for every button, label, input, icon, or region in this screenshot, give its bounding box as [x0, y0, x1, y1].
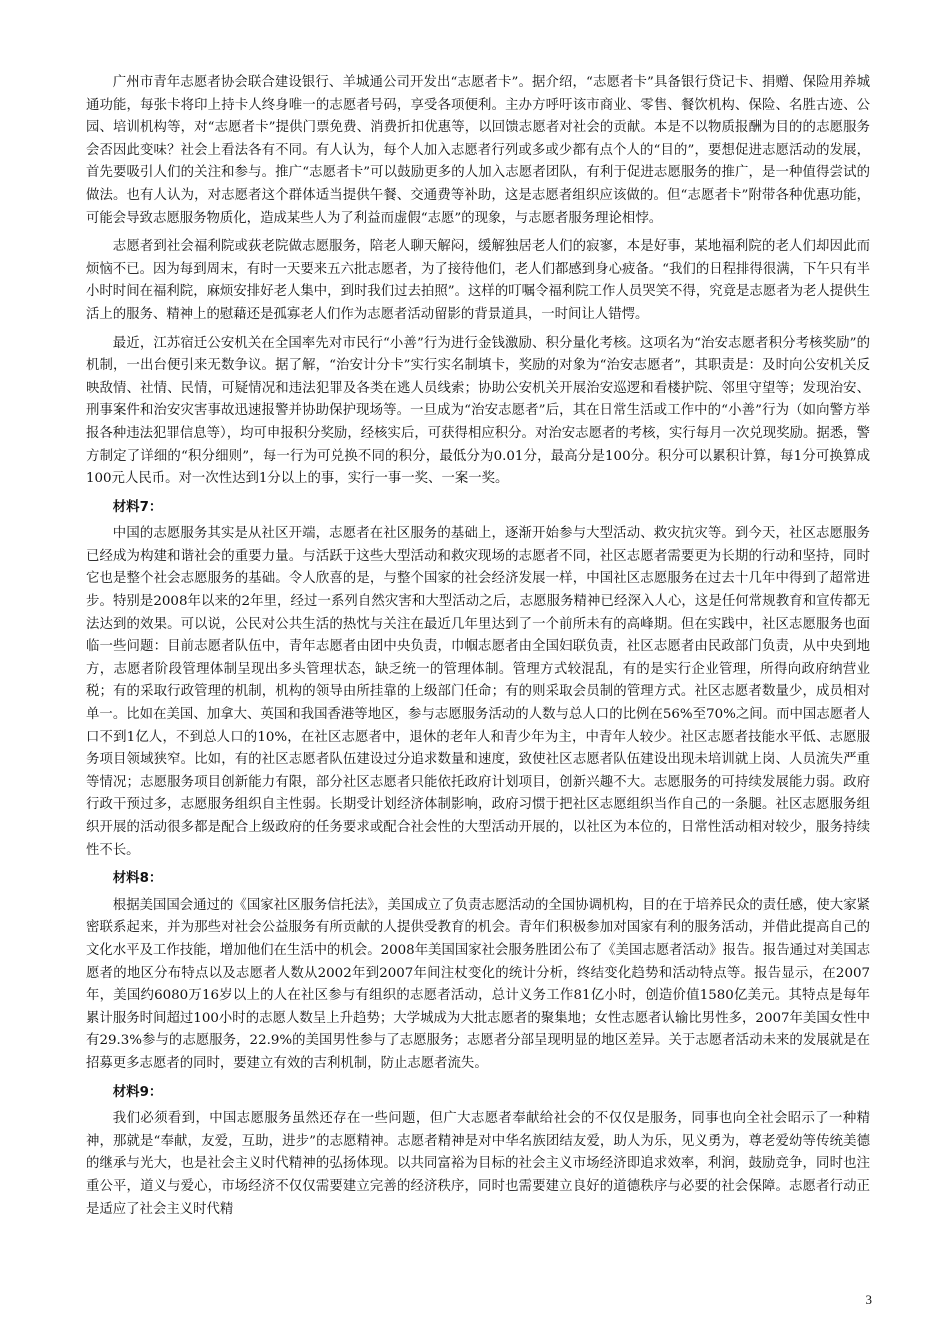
material-9-text: 我们必须看到，中国志愿服务虽然还存在一些问题，但广大志愿者奉献给社会的不仅仅是服务，同事也向全社会昭示了一种精神，那就是“奉献，友爱，互助，进步”的志愿精神。志愿者精神是对中华名族团结友爱，助人为乐，见义勇为，尊老爱幼等传统美德的继承与光大，也是社会主义时代精神的弘扬体现。以共同富裕为目标的社会主义市场经济即追求效率，利润，鼓励竞争，同时也注重公平，道义与爱心，市场经济不仅仅需要建立完善的经济秩序，同时也需要建立良好的道德秩序与必要的社会保障。志愿者行动正是适应了社会主义时代精	[86, 1111, 870, 1217]
material-7-text: 中国的志愿服务其实是从社区开端，志愿者在社区服务的基础上，逐渐开始参与大型活动、救灾抗灾等。到今天，社区志愿服务已经成为构建和谐社会的重要力量。与活跃于这些大型活动和救灾现场的志愿者不同，社区志愿者需要更为长期的行动和坚持，同时它也是整个社会志愿服务的基础。令人欣喜的是，与整个国家的社会经济发展一样，中国社区志愿服务在过去十几年中得到了超常进步。特别是2008年以来的2年里，经过一系列自然灾害和大型活动之后，志愿服务精神已经深入人心，这是任何常规教育和宣传都无法达到的效果。可以说，公民对公共生活的热忱与关注在最近几年里达到了一个前所未有的高峰期。但在实践中，社区志愿服务也面临一些问题：目前志愿者队伍中，青年志愿者由团中央负责，巾帼志愿者由全国妇联负责，社区志愿者由民政部门负责，从中央到地方，志愿者阶段管理体制呈现出多头管理状态，缺乏统一的管理体制。管理方式较混乱，有的是实行企业管理，所得向政府纳营业税；有的采取行政管理的机制，机构的领导由所挂靠的上级部门任命；有的则采取会员制的管理方式。社区志愿者数量少，成员相对单一。比如在美国、加拿大、英国和我国香港等地区，参与志愿服务活动的人数与总人口的比例在56%至70%之间。而中国志愿者人口不到1亿人，不到总人口的10%，在社区志愿者中，退休的老年人和青少年为主，中青年人较少。社区志愿者技能水平低、志愿服务项目领域狭窄。比如，有的社区志愿者队伍建设过分追求数量和速度，致使社区志愿者队伍建设出现未培训就上岗、人员流失严重等情况；志愿服务项目创新能力有限，部分社区志愿者只能依托政府计划项目，创新兴趣不大。志愿服务的可持续发展能力弱。政府行政干预过多，志愿服务组织自主性弱。长期受计划经济体制影响，政府习惯于把社区志愿组织当作自己的一条腿。社区志愿服务组织开展的活动很多都是配合上级政府的任务要求或配合社会性的大型活动开展的，以社区为本位的，日常性活动相对较少，服务持续性不长。	[86, 526, 870, 858]
paragraph-nursing-home: 志愿者到社会福利院或荻老院做志愿服务，陪老人聊天解闷，缓解独居老人们的寂寥，本是好事，某地福利院的老人们却因此而烦恼不已。因为每到周末，有时一天要来五六批志愿者，为了接待他们，老人们都感到身心疲备。“我们的日程排得很满，下午只有半小时时间在福利院，麻烦安排好老人集中，到时我们过去拍照”。这样的叮嘱令福利院工作人员哭笑不得，究竟是志愿者为老人提供生活上的服务、精神上的慰藉还是孤寡老人们作为志愿者活动留影的背景道具，一时间让人错愕。	[86, 239, 870, 322]
material-9-heading: 材料9：	[112, 1084, 163, 1100]
paragraph-security-points: 最近，江苏宿迁公安机关在全国率先对市民行“小善”行为进行金钱激励、积分量化考核。这项名为“治安志愿者积分考核奖励”的机制，一出台便引来无数争议。据了解，“治安计分卡”实行实名制填卡，奖励的对象为“治安志愿者”，其职责是：及时向公安机关反映敌情、社情、民情，可疑情况和违法犯罪及各类在逃人员线索；协助公安机关开展治安巡逻和看楼护院、邻里守望等；发现治安、刑事案件和治安灾害事故迅速报警并协助保护现场等。一旦成为“治安志愿者”后，其在日常生活或工作中的“小善”行为（如向警方举报各种违法犯罪信息等），均可申报积分奖励，经核实后，可获得相应积分。对治安志愿者的考核，实行每月一次兑现奖励。据悉，警方制定了详细的“积分细则”，每一行为可兑换不同的积分，最低分为0.01分，最高分是100分。积分可以累积计算，每1分可换算成100元人民币。对一次性达到1分以上的事，实行一事一奖、一案一奖。	[86, 335, 870, 487]
material-7-heading: 材料7：	[112, 499, 163, 515]
material-8-heading: 材料8：	[112, 871, 163, 887]
material-8-text: 根据美国国会通过的《国家社区服务信托法》，美国成立了负责志愿活动的全国协调机构，目的在于培养民众的责任感，使大家紧密联系起来，并为那些对社会公益服务有所贡献的人提供受教育的机会。青年们积极参加对国家有利的服务活动，并借此提高自己的文化水平及工作技能，增加他们在生活中的机会。2008年美国国家社会服务胜团公布了《美国志愿者活动》报告。报告通过对美国志愿者的地区分布特点以及志愿者人数从2002年到2007年间注杖变化的统计分析，终结变化趋势和活动特点等。报告显示，在2007年，美国约6080万16岁以上的人在社区参与有组织的志愿者活动，总计义务工作81亿小时，创造价值1580亿美元。其特点是每年累计服务时间超过100小时的志愿人数呈上升趋势；大学城成为大批志愿者的聚集地；女性志愿者认输比男性多，2007年美国女性中有29.3%参与的志愿服务，22.9%的美国男性参与了志愿服务；志愿者分部呈现明显的地区差异。关于志愿者活动未来的发展就是在招募更多志愿者的同时，要建立有效的吉利机制，防止志愿者流失。	[86, 897, 870, 1071]
document-body	[86, 72, 870, 1227]
page-number: 3	[865, 1292, 872, 1307]
paragraph-volunteer-card: 广州市青年志愿者协会联合建设银行、羊城通公司开发出“志愿者卡”。据介绍，“志愿者卡”具备银行贷记卡、捐赠、保险用养城通功能，每张卡将印上持卡人终身唯一的志愿者号码，享受各项便利。主办方呼吁该市商业、零售、餐饮机构、保险、名胜古迹、公园、培训机构等，对“志愿者卡”提供门票免费、消费折扣优惠等，以回馈志愿者对社会的贡献。本是不以物质报酬为目的的志愿服务会否因此变味？社会上看法各有不同。有人认为，每个人加入志愿者行列或多或少都有点个人的“目的”，要想促进志愿活动的发展，首先要吸引人们的关注和参与。推广“志愿者卡”可以鼓励更多的人加入志愿者团队，有利于促进志愿服务的推广，是一种值得尝试的做法。也有人认为，对志愿者这个群体适当提供午餐、交通费等补助，这是志愿者组织应该做的。但“志愿者卡”附带各种优惠功能，可能会导致志愿服务物质化，造成某些人为了利益而虚假“志愿”的现象，与志愿者服务理论相悖。	[86, 75, 870, 226]
